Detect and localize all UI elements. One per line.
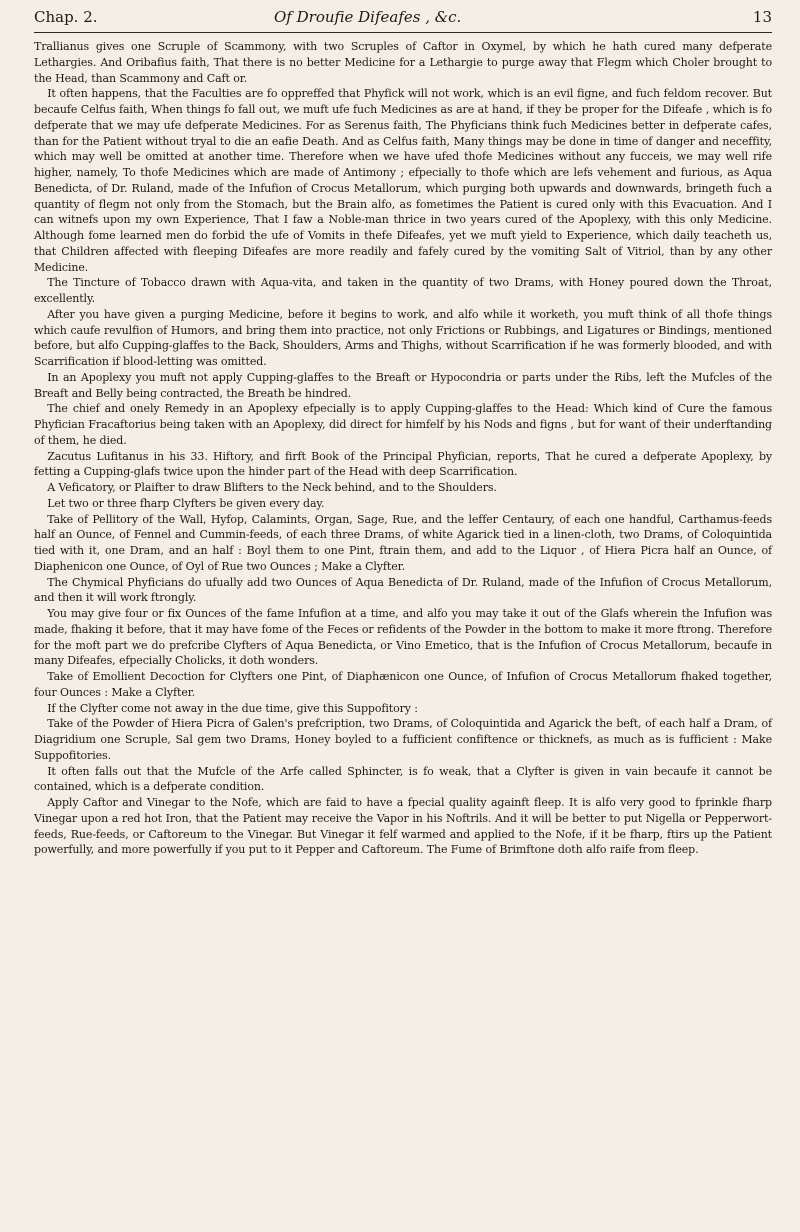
recipe-paragraph: Take of Emollient Decoction for Clyfters one Pint, of Diaphænicon one Ounce, of Infufion of Crocus Metallorum fhaked together, four Ounces : Make a Clyfter. [34,670,772,699]
paragraph: It often happens, that the Faculties are fo oppreffed that Phyfick will not work, which is an evil figne, and fuch feldom recover. But becaufe Celfus faith, When things fo fall out, we muft ufe fuch Medicines as are at hand, if they be proper for the Difeafe , which is fo defperate that we may ufe defperate Medicines. For as Serenus faith, The Phyficians think fuch Medicines better in defperate cafes, than for the Patient without tryal to die an eafie Death. And as Celfus faith, Many things may be done in time of danger and neceffity, which may well be omitted at another time. Therefore when we have ufed thofe Medicines without any fucceis, we may well rife higher, namely, To thofe Medicines which are made of Antimony ; efpecially to thofe which are lefs vehement and furious, as Aqua Benedicta, of Dr. Ruland, made of the Infufion of Crocus Metallorum, which purging both upwards and downwards, bringeth fuch a quantity of flegm not only from the Stomach, but the Brain alfo, as fometimes the Patient is cured only with this Evacuation. And I can witnefs upon my own Experience, That I faw a Noble-man thrice in two years cured of the Apoplexy, with this only Medicine. Although fome learned men do forbid the ufe of Vomits in thefe Difeafes, yet we muft yield to Experience, which daily teacheth us, that Children affected with fleeping Difeafes are more readily and fafely cured by the vomiting Salt of Vitriol, than by any other Medicine. [34,87,772,274]
chapter-number: Chap. 2. [34,8,98,26]
paragraph: The Tincture of Tobacco drawn with Aqua-vita, and taken in the quantity of two Drams, with Honey poured down the Throat, excellently. [34,276,772,305]
running-title: Of Droufie Difeafes , &c. [274,8,462,26]
page-number: 13 [752,8,772,26]
recipe-paragraph: Take of the Powder of Hiera Picra of Galen's prefcription, two Drams, of Coloquintida and Agarick the beft, of each half a Dram, of Diagridium one Scruple, Sal gem two Drams, Honey boyled to a fufficient confiftence or thicknefs, as much as is fufficient : Make Suppofitories. [34,717,772,762]
paragraph: Let two or three fharp Clyfters be given every day. [47,496,325,510]
paragraph: In an Apoplexy you muft not apply Cupping-glaffes to the Breaft or Hypocondria or parts under the Ribs, left the Mufcles of the Breaft and Belly being contracted, the Breath be hindred. [34,370,772,400]
paragraph: Zacutus Lufitanus in his 33. Hiftory, and firft Book of the Principal Phyfician, reports, That he cured a defperate Apoplexy, by fetting a Cupping-glafs twice upon the hinder part of the Head with deep Scarrification. [34,449,772,479]
running-head [34,8,772,30]
header-rule [34,32,772,33]
paragraph: The chief and onely Remedy in an Apoplexy efpecially is to apply Cupping-glaffes to the Head: Which kind of Cure the famous Phyfician Fracaftorius being taken with an Apoplexy, did direct for himfelf by his Nods and figns , but for want of their underftanding of them, he died. [34,402,772,447]
paragraph: A Veficatory, or Plaifter to draw Blifters to the Neck behind, and to the Shoulders. [47,481,497,494]
paragraph: The Chymical Phyficians do ufually add two Ounces of Aqua Benedicta of Dr. Ruland, made of the Infufion of Crocus Metallorum, and then it will work ftrongly. [34,575,772,605]
paragraph: Apply Caftor and Vinegar to the Nofe, which are faid to have a fpecial quality againft fleep. It is alfo very good to fprinkle fharp Vinegar upon a red hot Iron, that the Patient may receive the Vapor in his Noftrils. And it will be better to put Nigella or Pepperwort-feeds, Rue-feeds, or Caftoreum to the Vinegar. But Vinegar it felf warmed and applied to the Nofe, if it be fharp, ftirs up the Patient powerfully, and more powerfully if you put to it Pepper and Caftoreum. The Fume of Brimftone doth alfo raife from fleep. [34,796,772,857]
paragraph: If the Clyfter come not away in the due time, give this Suppofitory : [47,701,418,715]
body-text [34,39,772,858]
paragraph: After you have given a purging Medicine, before it begins to work, and alfo while it worketh, you muft think of all thofe things which caufe revulfion of Humors, and bring them into practice, not only Frictions or Rubbings, and Ligatures or Bindings, mentioned before, but alfo Cupping-glaffes to the Back, Shoulders, Arms and Thighs, without Scarrification if he was formerly blooded, and with Scarrification if blood-letting was omitted. [34,307,772,368]
paragraph: It often falls out that the Mufcle of the Arfe called Sphincter, is fo weak, that a Clyfter is given in vain becaufe it cannot be contained, which is a defperate condition. [34,764,772,794]
paragraph: Trallianus gives one Scruple of Scammony, with two Scruples of Caftor in Oxymel, by which he hath cured many defperate Lethargies. And Oribafius faith, That there is no better Medicine for a Lethargie to purge away that Flegm which Choler brought to the Head, than Scammony and Caft or. [34,40,772,85]
recipe-paragraph: Take of Pellitory of the Wall, Hyfop, Calamints, Organ, Sage, Rue, and the leffer Centaury, of each one handful, Carthamus-feeds half an Ounce, of Fennel and Cummin-feeds, of each three Drams, of white Agarick tied in a linen-cloth, two Drams, of Coloquintida tied with it, one Dram, and an half : Boyl them to one Pint, ftrain them, and add to the Liquor , of Hiera Picra half an Ounce, of Diaphenicon one Ounce, of Oyl of Rue two Ounces ; Make a Clyfter. [34,512,772,573]
paragraph: You may give four or fix Ounces of the fame Infufion at a time, and alfo you may take it out of the Glafs wherein the Infufion was made, fhaking it before, that it may have fome of the Feces or refidents of the Powder in the bottom to make it more ftrong. Therefore for the moft part we do prefcribe Clyfters of Aqua Benedicta, or Vino Emetico, that is the Infufion of Crocus Metallorum, becaufe in many Difeafes, efpecially Cholicks, it doth wonders. [34,607,772,668]
